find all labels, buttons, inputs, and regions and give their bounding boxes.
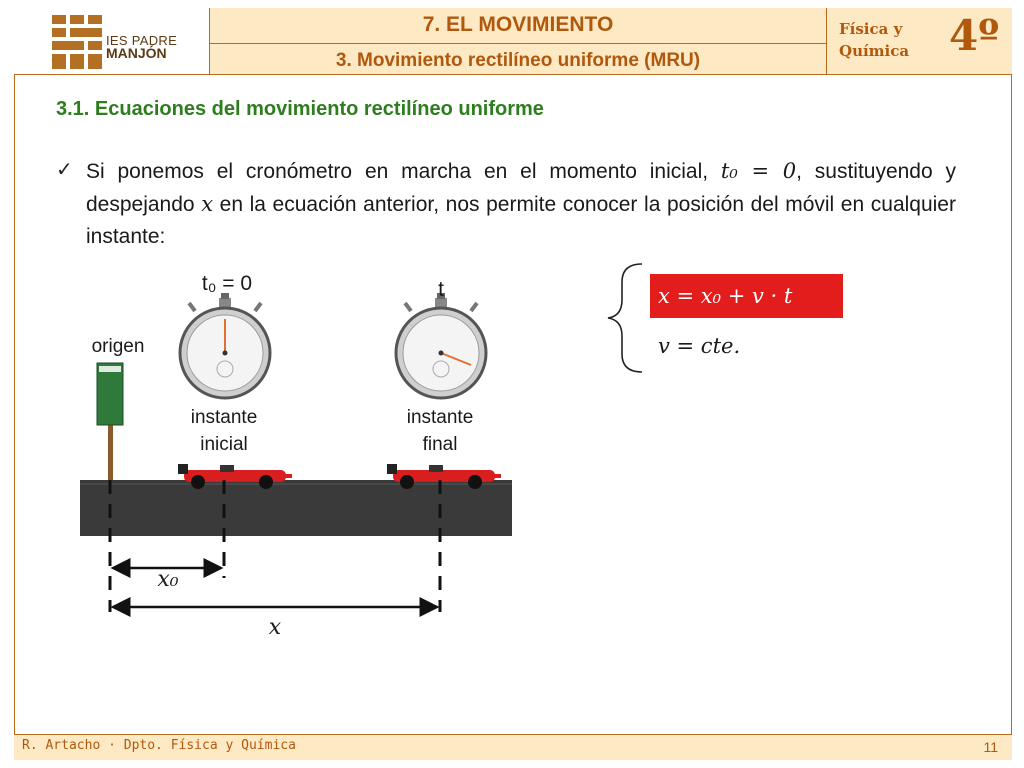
math-x: x: [201, 192, 214, 216]
stopwatch-final-label: t: [438, 278, 444, 301]
course-label: 4º: [949, 11, 1000, 60]
footer: [14, 734, 1012, 760]
lesson-title: 3. Movimiento rectilíneo uniforme (MRU): [210, 44, 826, 75]
stopwatch-initial-label: t₀ = 0: [201, 272, 253, 295]
origin-sign-icon: [97, 363, 123, 482]
page-number: 11: [983, 739, 998, 755]
footer-author: R. Artacho · Dpto. Física y Química: [22, 738, 296, 753]
x0-distance-label: x₀: [157, 567, 179, 592]
paragraph-part1: Si ponemos el cronómetro en marcha en el momento inicial,: [86, 160, 709, 183]
brace-icon: [608, 264, 642, 372]
paragraph-part3: en la ecuación anterior, nos permite conocer la posición del móvil en cualquier instante:: [86, 193, 956, 248]
final-instant-label: [392, 404, 488, 458]
x-distance-label: x: [268, 615, 282, 640]
initial-label-line2: inicial: [200, 434, 248, 455]
logo-line1: IES PADRE: [106, 33, 178, 48]
section-heading: 3.1. Ecuaciones del movimiento rectilíneo uniforme: [56, 98, 544, 120]
road: [80, 480, 512, 536]
logo-line2: MANJÓN: [106, 45, 167, 61]
subject-line1: Física y: [839, 20, 903, 38]
initial-label-line1: instante: [190, 407, 258, 428]
paragraph-part2: , sustituyendo y despejando: [86, 160, 957, 216]
stopwatch-initial-icon: [180, 293, 270, 398]
initial-instant-label: [176, 404, 272, 458]
unit-title: 7. EL MOVIMIENTO: [210, 8, 826, 44]
constant-velocity-equation: v = cte.: [658, 334, 741, 358]
final-label-line1: instante: [406, 407, 474, 428]
main-equation: x = x₀ + v · t: [650, 274, 843, 318]
stopwatch-final-icon: [396, 293, 486, 398]
origin-label: origen: [91, 336, 145, 357]
final-label-line2: final: [422, 434, 458, 455]
checkmark-icon: ✓: [56, 159, 73, 181]
subject-line2: Química: [839, 42, 910, 60]
math-t0: t₀ = 0: [720, 159, 797, 183]
